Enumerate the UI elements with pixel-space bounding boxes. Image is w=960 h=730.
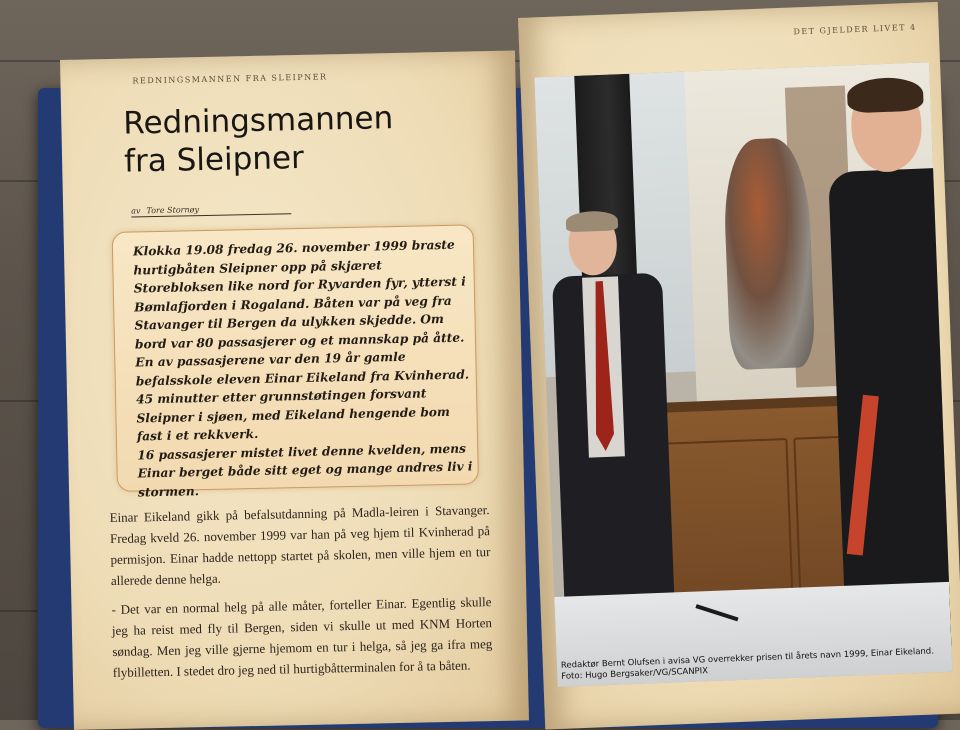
title-line-2: fra Sleipner: [123, 139, 305, 180]
left-page: [60, 50, 529, 729]
running-head-left: REDNINGSMANNEN FRA SLEIPNER: [132, 72, 328, 86]
running-head-right: DET GJELDER LIVET 4: [793, 22, 917, 37]
youth-body: [828, 168, 952, 652]
intro-box: [112, 224, 479, 499]
right-page: [518, 2, 960, 730]
photo: [534, 62, 952, 687]
byline-name: Tore Stornøy: [146, 205, 200, 216]
byline-prefix: av: [131, 206, 141, 216]
intro-text: Klokka 19.08 fredag 26. november 1999 braste hurtigbåten Sleipner opp på skjæret Storebloksen like nord for Ryvarden fyr, ytterst i Bømlafjorden i Rogaland. Båten var på veg fra Stavanger til Bergen da ulykken skjedde. Om bord var 80 passasjerer og et mannskap på åtte. En av passasjerene var den 19 år gamle befalsskole eleven Einar Eikeland fra Kvinherad. 45 minutter etter grunnstøtingen forsvant Sleipner i sjøen, med Eikeland hengende bom fast i et rekkverk. 16 passasjerer mistet livet denne kvelden, mens Einar berget både sitt eget og mange andres liv i stormen.: [132, 237, 473, 499]
body-paragraph-2: - Det var en normal helg på alle måter, forteller Einar. Egentlig skulle jeg ha reist med fly til Bergen, siden vi skulle ut med KNM Horten søndag. Men jeg ville gjerne hjemom en tur i helga, så jeg ga ifra meg flybilletten. I stedet dro jeg ned til hurtigbåtterminalen for å ta båten.: [111, 594, 493, 681]
byline: [131, 203, 291, 217]
photo-man-in-suit: [550, 213, 675, 617]
title-line-1: Redningsmannen: [122, 100, 394, 142]
man-hair: [565, 210, 618, 232]
caption-line-2: Foto: Hugo Bergsaker/VG/SCANPIX: [561, 666, 709, 682]
article-title: [123, 97, 485, 181]
photo-young-man: [825, 82, 953, 646]
body-paragraph-1: Einar Eikeland gikk på befalsutdanning på Madla-leiren i Stavanger. Fredag kveld 26. november 1999 var han på veg hjem til Kvinherad på permisjon. Einar hadde nettopp startet på skolen, men ville hjem en tur allerede denne helga.: [109, 502, 491, 589]
caption-line-1: Redaktør Bernt Olufsen i avisa VG overrekker prisen til årets navn 1999, Einar Eikeland.: [560, 646, 935, 671]
